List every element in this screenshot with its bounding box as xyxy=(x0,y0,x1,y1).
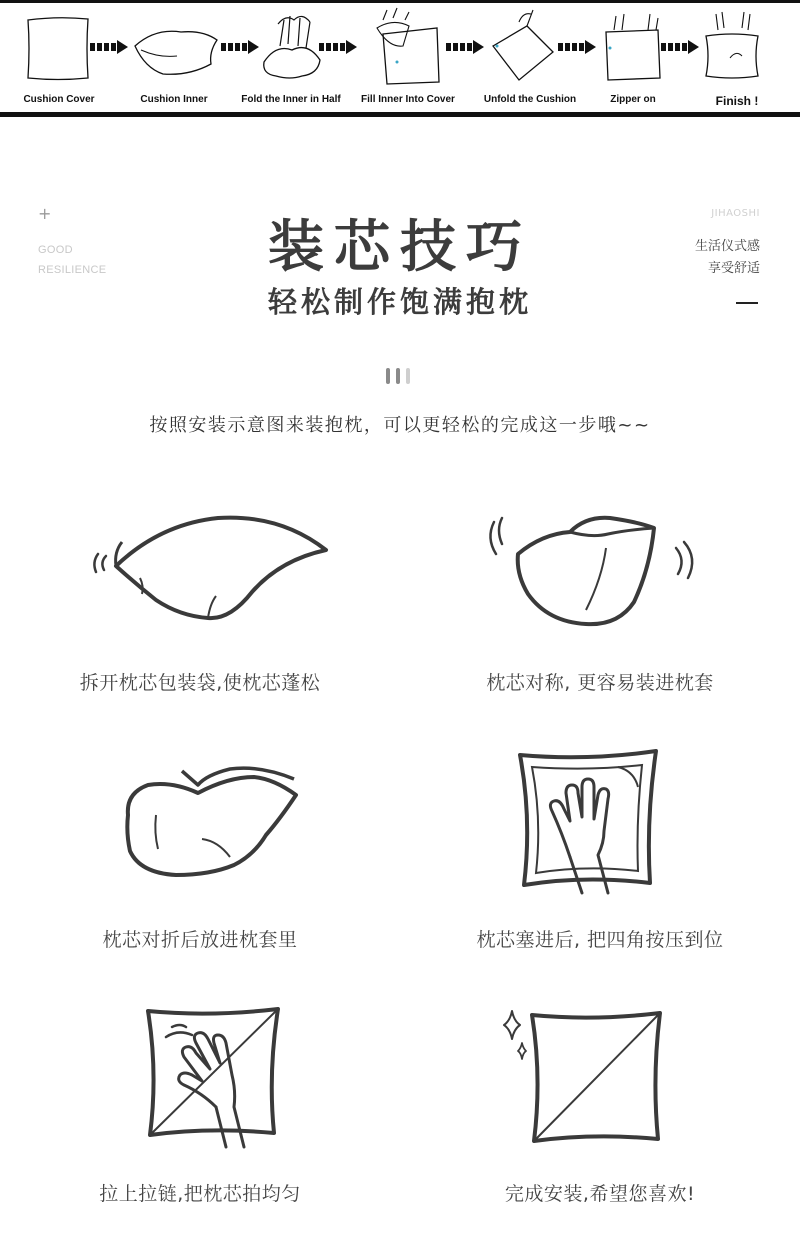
step-card-2 xyxy=(400,490,800,710)
press-corners-icon xyxy=(510,747,670,897)
strip-step-label: Fill Inner Into Cover xyxy=(361,94,455,105)
finished-cushion-icon xyxy=(682,6,792,96)
strip-step-unfold-cushion xyxy=(475,6,585,106)
right-tagline-line1: 生活仪式感 xyxy=(694,239,760,254)
strip-step-label: Finish ! xyxy=(715,94,759,108)
insert-pillow-icon xyxy=(110,755,310,885)
step-caption: 枕芯对称, 更容易装进枕套 xyxy=(486,672,714,694)
bottom-border xyxy=(0,112,800,117)
step-caption: 拆开枕芯包装袋,使枕芯蓬松 xyxy=(79,672,321,694)
page-title: 装芯技巧 xyxy=(268,215,532,280)
step-caption: 拉上拉链,把枕芯拍均匀 xyxy=(99,1183,301,1205)
step-card-3 xyxy=(0,745,400,960)
strip-step-label: Unfold the Cushion xyxy=(483,94,577,105)
zip-pat-icon xyxy=(140,1003,290,1153)
strip-step-finish xyxy=(682,6,792,106)
left-tagline-line1: GOOD xyxy=(38,244,73,256)
left-tagline-line2: RESILIENCE xyxy=(38,264,107,276)
step-card-5 xyxy=(0,995,400,1215)
brand-name: JIHAOSHI xyxy=(711,208,760,219)
step-card-4 xyxy=(400,745,800,960)
fluff-pillow-icon xyxy=(80,500,340,640)
sparkle-done-icon xyxy=(498,1005,668,1155)
pillow-inner-icon xyxy=(119,6,229,96)
divider-dot xyxy=(406,368,410,384)
divider-dots xyxy=(386,368,416,386)
strip-step-label: Cushion Inner xyxy=(140,94,208,105)
plus-icon: + xyxy=(38,204,52,223)
step-caption: 枕芯对折后放进枕套里 xyxy=(102,929,298,951)
strip-step-label: Fold the Inner in Half xyxy=(241,94,341,105)
step-caption: 完成安装,希望您喜欢! xyxy=(504,1183,696,1205)
strip-step-cushion-cover xyxy=(4,6,114,106)
step-card-6 xyxy=(400,995,800,1215)
install-steps-strip xyxy=(0,0,800,118)
strip-step-zipper xyxy=(578,6,688,106)
strip-step-fold-inner xyxy=(236,6,346,106)
right-tagline-line2: 享受舒适 xyxy=(707,261,760,276)
strip-step-fill-cover xyxy=(353,6,463,106)
divider-dot xyxy=(386,368,390,384)
fold-pillow-icon xyxy=(478,498,718,648)
intro-text: 按照安装示意图来装抱枕，可以更轻松的完成这一步哦~~ xyxy=(149,415,651,436)
step-caption: 枕芯塞进后, 把四角按压到位 xyxy=(476,929,724,951)
step-card-1 xyxy=(0,490,400,710)
page-subtitle: 轻松制作饱满抱枕 xyxy=(267,285,532,319)
strip-step-label: Zipper on xyxy=(610,94,656,105)
divider-dot xyxy=(396,368,400,384)
top-border xyxy=(0,0,800,3)
strip-step-label: Cushion Cover xyxy=(23,94,95,105)
strip-step-cushion-inner xyxy=(119,6,229,106)
